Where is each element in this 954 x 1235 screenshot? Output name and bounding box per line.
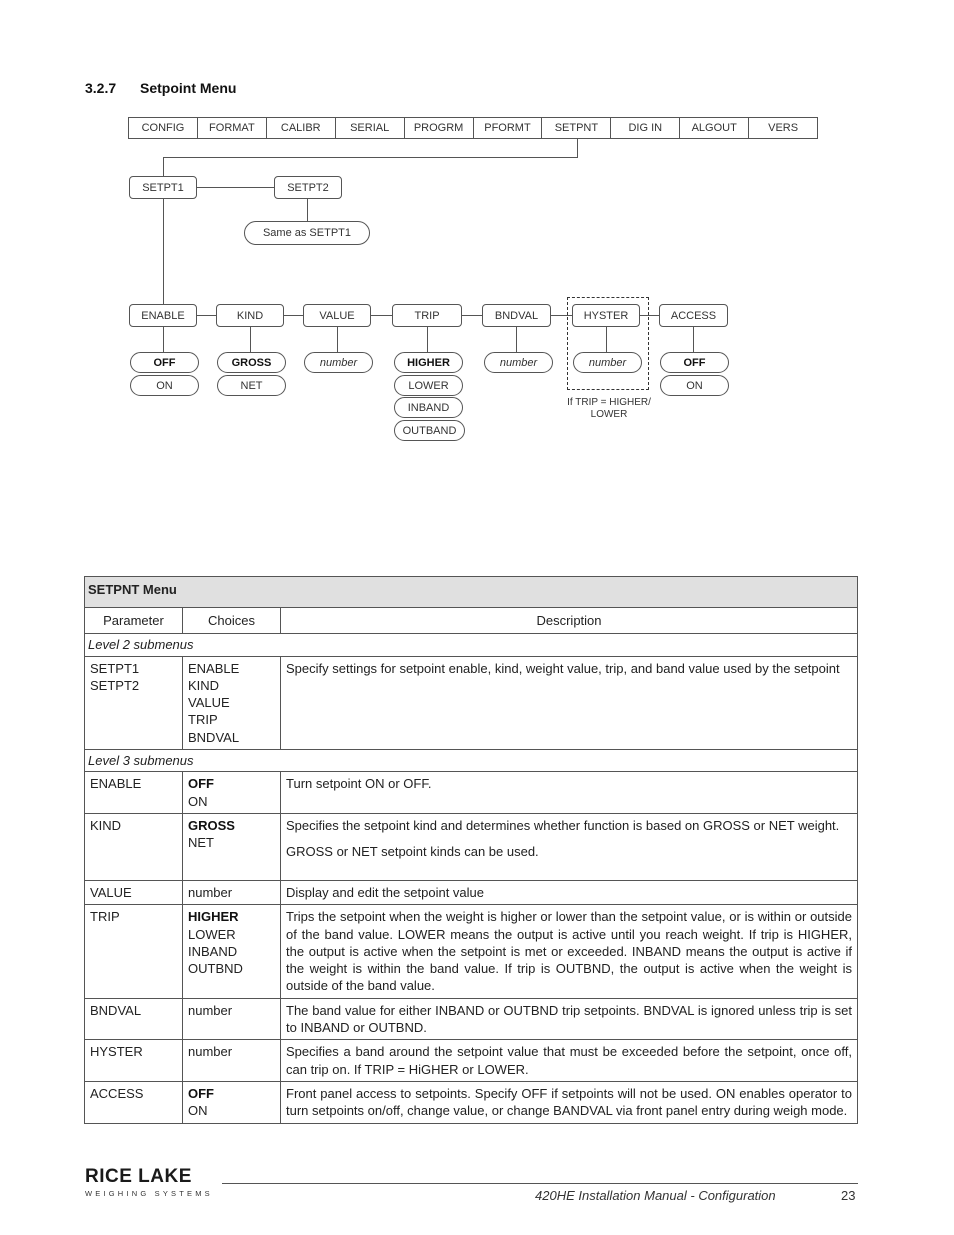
param-cell: VALUE — [85, 880, 183, 904]
default-choice: OFF — [188, 776, 214, 792]
table-row — [85, 656, 858, 749]
description-cell: Turn setpoint ON or OFF. — [281, 772, 858, 814]
trip-choice-higher: HIGHER — [394, 352, 463, 373]
description-cell: Specify settings for setpoint enable, kind, weight value, trip, and band value used by the setpoint — [281, 656, 858, 749]
choice-cell: number — [183, 880, 281, 904]
table-row — [85, 772, 858, 814]
param-bndval-box: BNDVAL — [482, 304, 551, 327]
param-cell: KIND — [85, 813, 183, 880]
logo-sub-text: WEIGHING SYSTEMS — [85, 1189, 213, 1198]
param-enable-box: ENABLE — [129, 304, 197, 327]
description-paragraph: Specifies the setpoint kind and determines whether function is based on GROSS or NET weight. — [286, 817, 840, 833]
choice-cell: LOWER — [188, 926, 236, 942]
param-hyster-box: HYSTER — [572, 304, 640, 327]
menu-item-setpnt: SETPNT — [542, 118, 611, 138]
table-caption: SETPNT Menu — [85, 577, 858, 608]
description-cell: Front panel access to setpoints. Specify OFF if setpoints will not be used. ON enables operator to turn setpoints on/off, change value, or change BANDVAL via front panel entry during weigh mode. — [281, 1081, 858, 1123]
connector-line — [197, 187, 274, 188]
connector-line — [371, 315, 392, 316]
bndval-choice-number: number — [484, 352, 553, 373]
param-cell: ENABLE — [85, 772, 183, 814]
connector-line — [693, 327, 694, 352]
table-row — [85, 880, 858, 904]
hyster-note — [548, 397, 670, 421]
menu-item-pformt: PFORMT — [474, 118, 543, 138]
choice-cell: NET — [188, 835, 214, 851]
menu-item-progrm: PROGRM — [405, 118, 474, 138]
connector-line — [163, 199, 164, 304]
table-row — [85, 1081, 858, 1123]
connector-line — [163, 157, 164, 176]
trip-choice-outband: OUTBAND — [394, 420, 465, 441]
connector-line — [337, 327, 338, 352]
header-parameter: Parameter — [85, 608, 183, 634]
hyster-choice-number: number — [573, 352, 642, 373]
connector-line — [163, 157, 578, 158]
description-cell: The band value for either INBAND or OUTBND trip setpoints. BNDVAL is ignored unless trip is set to INBAND or OUTBND. — [281, 998, 858, 1040]
level3-heading: Level 3 submenus — [85, 750, 858, 772]
enable-choice-on: ON — [130, 375, 199, 396]
table-row — [85, 905, 858, 998]
menu-item-algout: ALGOUT — [680, 118, 749, 138]
table-row — [85, 1040, 858, 1082]
section-number: 3.2.7 — [85, 80, 117, 96]
footer-manual-title: 420HE Installation Manual - Configuration — [535, 1188, 776, 1203]
param-cell: ACCESS — [85, 1081, 183, 1123]
access-choice-on: ON — [660, 375, 729, 396]
menu-item-calibr: CALIBR — [267, 118, 336, 138]
param-kind-box: KIND — [216, 304, 284, 327]
description-cell: Specifies a band around the setpoint value that must be exceeded before the setpoint, once off, can trip on. If TRIP = HiGHER or LOWER. — [281, 1040, 858, 1082]
table-row — [85, 998, 858, 1040]
choice-cell: KIND — [188, 677, 220, 693]
setpnt-menu-table — [84, 576, 858, 1124]
header-choices: Choices — [183, 608, 281, 634]
choice-cell: number — [183, 1040, 281, 1082]
connector-line — [462, 315, 482, 316]
menu-bar — [128, 117, 818, 139]
param-cell: SETPT2 — [90, 677, 140, 693]
choice-cell: TRIP — [188, 712, 218, 728]
value-choice-number: number — [304, 352, 373, 373]
param-cell: HYSTER — [85, 1040, 183, 1082]
connector-line — [197, 315, 216, 316]
table-row — [85, 813, 858, 880]
connector-line — [606, 327, 607, 352]
page-number: 23 — [841, 1188, 856, 1203]
kind-choice-net: NET — [217, 375, 286, 396]
choice-cell: BNDVAL — [188, 729, 240, 745]
header-description: Description — [281, 608, 858, 634]
param-value-box: VALUE — [303, 304, 371, 327]
trip-choice-inband: INBAND — [394, 397, 463, 418]
level2-heading: Level 2 submenus — [85, 634, 858, 656]
connector-line — [163, 327, 164, 352]
choice-cell: OUTBND — [188, 961, 243, 977]
description-cell: Display and edit the setpoint value — [281, 880, 858, 904]
same-as-setpt1-pill: Same as SETPT1 — [244, 221, 370, 245]
connector-line — [307, 199, 308, 221]
description-cell: Trips the setpoint when the weight is higher or lower than the setpoint value, or is within or outside of the band value. LOWER means the output is active until you reach weight. If trip is HIGHER, the output is active when the setpoint is met or exceeded. INBAND means the output is active if the weight is within the band value. If trip is OUTBND, the output is active when the weight is outside of the band value. — [281, 905, 858, 998]
hyster-note-line: If TRIP = HIGHER/ — [567, 397, 651, 408]
connector-line — [577, 139, 578, 158]
access-choice-off: OFF — [660, 352, 729, 373]
description-paragraph: GROSS or NET setpoint kinds can be used. — [286, 844, 539, 860]
param-trip-box: TRIP — [392, 304, 462, 327]
default-choice: GROSS — [188, 817, 235, 833]
connector-line — [284, 315, 303, 316]
param-access-box: ACCESS — [659, 304, 728, 327]
connector-line — [250, 327, 251, 352]
choice-cell: ON — [188, 1103, 208, 1119]
hyster-note-line: LOWER — [590, 409, 628, 420]
setpt2-box: SETPT2 — [274, 176, 342, 199]
param-cell: SETPT1 — [90, 660, 140, 676]
connector-line — [427, 327, 428, 352]
default-choice: HIGHER — [188, 909, 239, 925]
param-cell: TRIP — [85, 905, 183, 998]
menu-item-format: FORMAT — [198, 118, 267, 138]
enable-choice-off: OFF — [130, 352, 199, 373]
trip-choice-lower: LOWER — [394, 375, 463, 396]
menu-item-vers: VERS — [768, 122, 799, 134]
choice-cell: VALUE — [188, 695, 230, 711]
connector-line — [516, 327, 517, 352]
setpt1-box: SETPT1 — [129, 176, 197, 199]
choice-cell: INBAND — [188, 943, 238, 959]
footer-rule — [222, 1183, 858, 1184]
choice-cell: number — [183, 998, 281, 1040]
logo-main-text: RICE LAKE — [85, 1166, 192, 1187]
menu-item-serial: SERIAL — [336, 118, 405, 138]
choice-cell: ON — [188, 793, 208, 809]
description-cell — [281, 813, 858, 880]
menu-item-config: CONFIG — [129, 118, 198, 138]
param-cell: BNDVAL — [85, 998, 183, 1040]
default-choice: OFF — [188, 1085, 214, 1101]
choice-cell: ENABLE — [188, 660, 240, 676]
kind-choice-gross: GROSS — [217, 352, 286, 373]
rice-lake-logo — [85, 1166, 225, 1200]
menu-item-dig-in: DIG IN — [611, 118, 680, 138]
section-title: Setpoint Menu — [140, 80, 237, 96]
section-heading — [85, 80, 236, 96]
